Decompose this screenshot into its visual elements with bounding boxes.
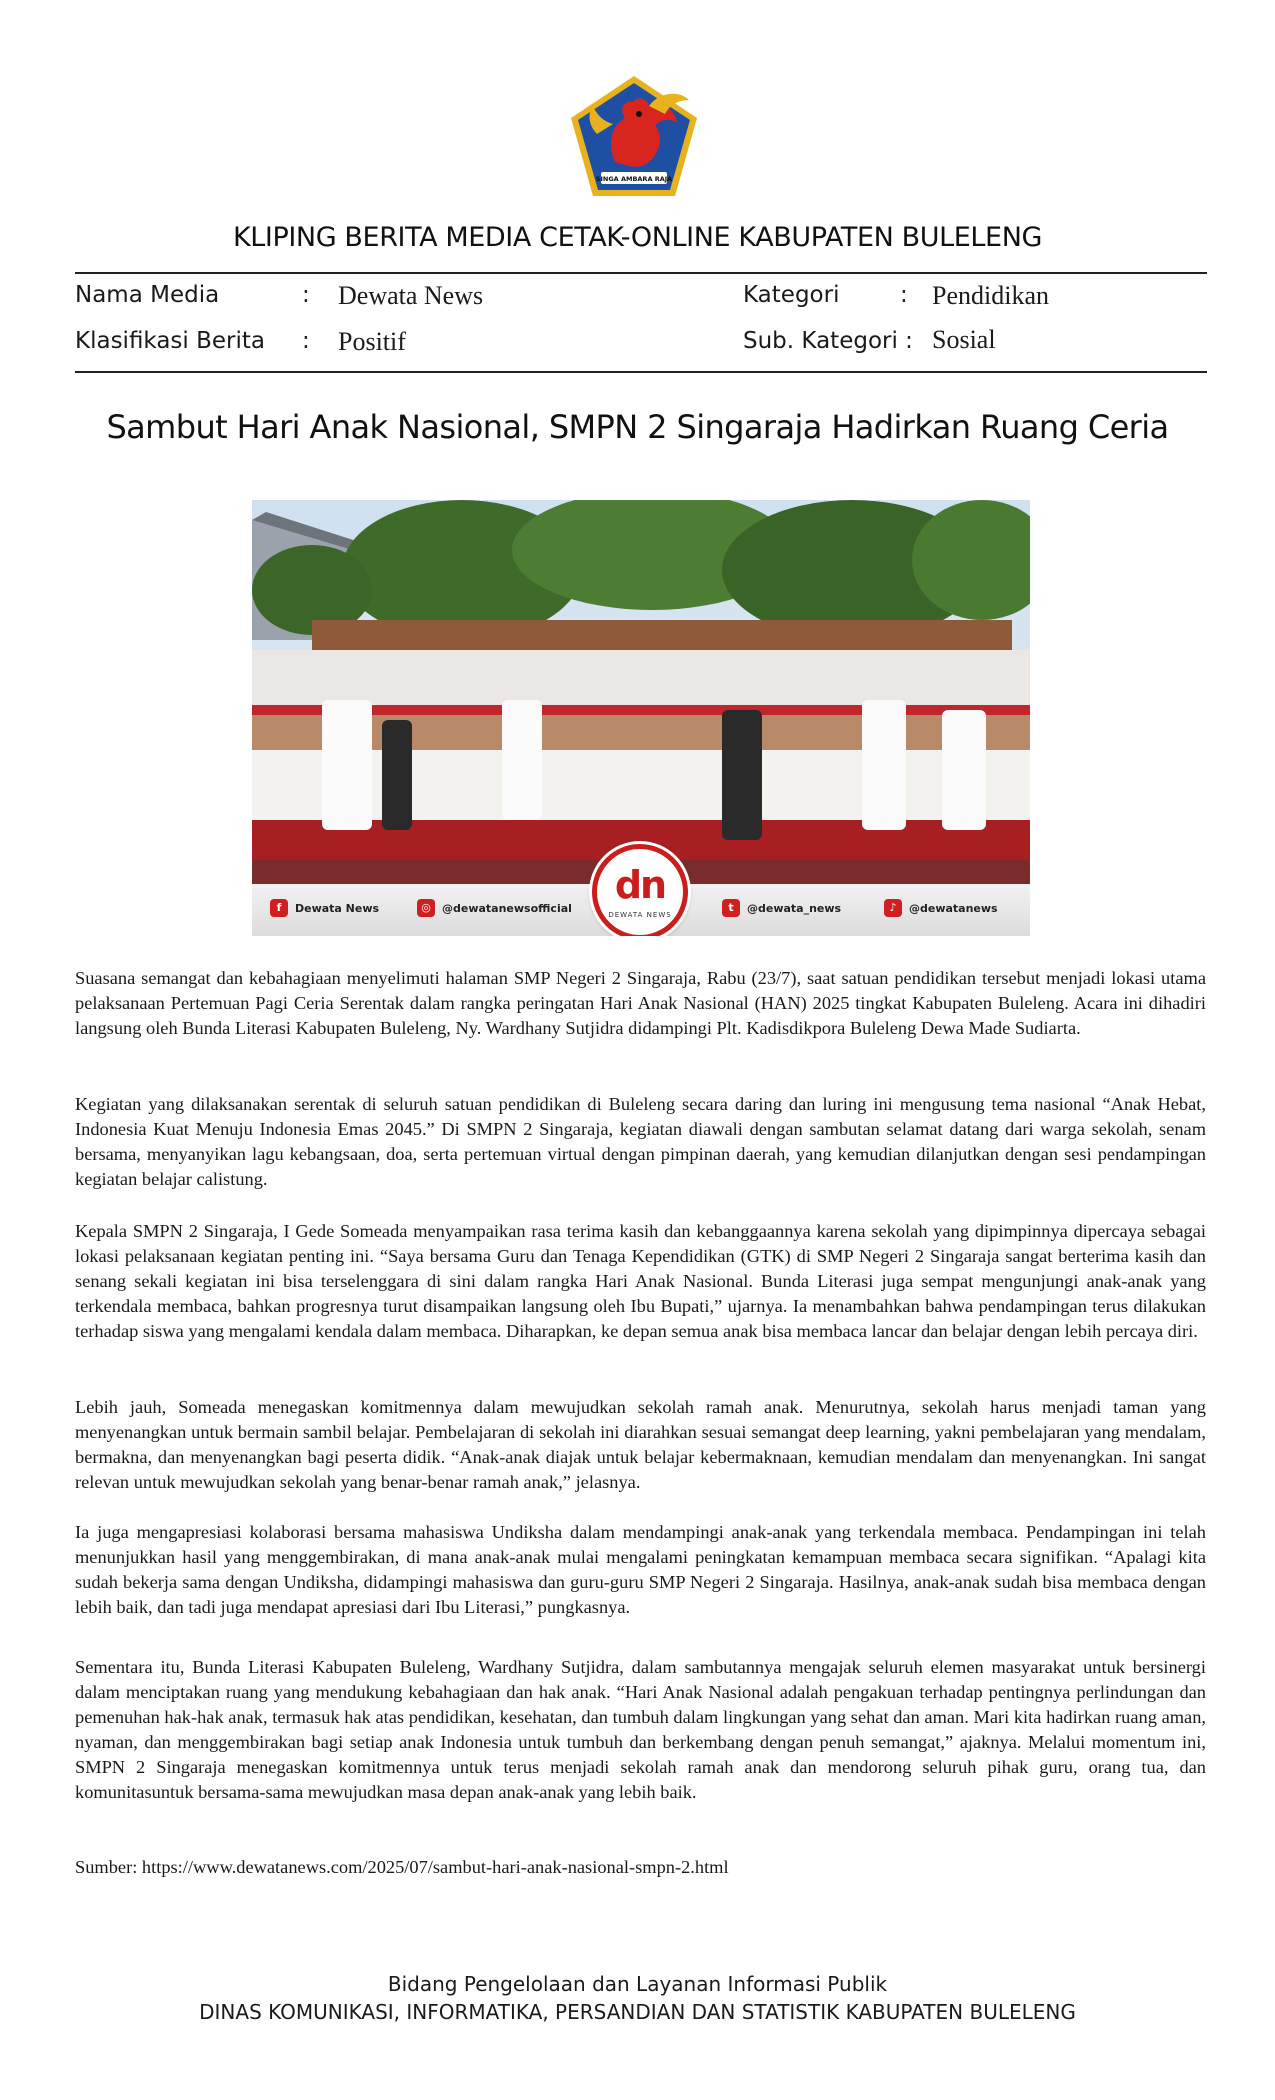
article-paragraph: Lebih jauh, Someada menegaskan komitmennya dalam mewujudkan sekolah ramah anak. Menurutnya, sekolah harus menjadi taman yang menyenangkan untuk bermain sambil belajar. Pembelajaran di sekolah ini diarahkan sesuai semangat deep learning, yakni pembelajaran yang mendalam, bermakna, dan menyenangkan bagi peserta didik. “Anak-anak diajak untuk belajar kebermaknaan, kemudian mendalam dan menyenangkan. Ini sangat relevan untuk mewujudkan sekolah yang benar-benar ramah anak,” jelasnya. xyxy=(75,1397,1206,1492)
article-paragraph: Suasana semangat dan kebahagiaan menyelimuti halaman SMP Negeri 2 Singaraja, Rabu (23/7), saat satuan pendidikan tersebut menjadi lokasi utama pelaksanaan Pertemuan Pagi Ceria Serentak dalam rangka peringatan Hari Anak Nasional (HAN) 2025 tingkat Kabupaten Buleleng. Acara ini dihadiri langsung oleh Bunda Literasi Kabupaten Buleleng, Ny. Wardhany Sutjidra didampingi Plt. Kadisdikpora Buleleng Dewa Made Sudiarta. xyxy=(75,968,1206,1038)
dewata-news-badge xyxy=(592,844,688,936)
instagram-icon: ◎ xyxy=(417,899,435,917)
article-source: Sumber: https://www.dewatanews.com/2025/07/sambut-hari-anak-nasional-smpn-2.html xyxy=(75,1857,729,1877)
media-name-colon: : xyxy=(302,282,310,308)
twitter-icon: t xyxy=(722,899,740,917)
category-label: Kategori xyxy=(743,282,840,308)
header-rule-top xyxy=(75,272,1207,274)
clipping-header-title: KLIPING BERITA MEDIA CETAK-ONLINE KABUPATEN BULELENG xyxy=(232,222,1043,253)
photo-social-twitter xyxy=(722,899,841,917)
article-paragraph: Ia juga mengapresiasi kolaborasi bersama mahasiswa Undiksha dalam mendampingi anak-anak yang terkendala membaca. Pendampingan ini telah menunjukkan hasil yang menggembirakan, di mana anak-anak mulai mengalami peningkatan kemampuan membaca secara signifikan. “Apalagi kita sudah bekerja sama dengan Undiksha, didampingi mahasiswa dan guru-guru SMP Negeri 2 Singaraja. Hasilnya, anak-anak sudah bisa membaca dengan lebih baik, dan tadi juga mendapat apresiasi dari Ibu Literasi,” pungkasnya. xyxy=(75,1522,1206,1617)
footer-agency: DINAS KOMUNIKASI, INFORMATIKA, PERSANDIAN DAN STATISTIK KABUPATEN BULELENG xyxy=(199,2000,1076,2024)
tiktok-icon: ♪ xyxy=(884,899,902,917)
category-colon: : xyxy=(900,282,908,308)
logo-text: SINGA AMBARA RAJA xyxy=(595,175,673,183)
facebook-icon: f xyxy=(270,899,288,917)
classification-label: Klasifikasi Berita xyxy=(75,328,266,354)
classification-value: Positif xyxy=(338,327,406,356)
photo-social-instagram-label: @dewatanewsofficial xyxy=(442,901,572,915)
subcategory-label: Sub. Kategori : xyxy=(743,328,913,354)
photo-social-tiktok xyxy=(884,899,998,917)
header-rule-bottom xyxy=(75,371,1207,373)
dewata-news-badge-sub: DEWATA NEWS xyxy=(608,911,672,919)
article-paragraph: Kepala SMPN 2 Singaraja, I Gede Someada menyampaikan rasa terima kasih dan kebanggaannya karena sekolah yang dipimpinnya dipercaya sebagai lokasi pelaksanaan kegiatan penting ini. “Saya bersama Guru dan Tenaga Kependidikan (GTK) di SMP Negeri 2 Singaraja sangat berterima kasih dan senang sekali kegiatan ini bisa terselenggara di sini dalam rangka Hari Anak Nasional. Bunda Literasi juga sempat mengunjungi anak-anak yang terkendala membaca, bahkan progresnya turut disampaikan langsung oleh Ibu Bupati,” ujarnya. Ia menambahkan bahwa pendampingan terus dilakukan terhadap siswa yang mengalami kendala dalam membaca. Diharapkan, ke depan semua anak bisa membaca lancar dan belajar dengan lebih percaya diri. xyxy=(75,1221,1206,1341)
article-photo xyxy=(252,500,1030,936)
regency-logo xyxy=(567,74,701,200)
media-name-label: Nama Media xyxy=(75,282,220,308)
photo-social-twitter-label: @dewata_news xyxy=(747,901,842,915)
classification-colon: : xyxy=(302,328,310,354)
photo-social-instagram xyxy=(417,899,572,917)
photo-social-tiktok-label: @dewatanews xyxy=(909,901,998,915)
singa-ambara-raja-emblem-icon xyxy=(567,74,701,200)
footer-division: Bidang Pengelolaan dan Layanan Informasi Publik xyxy=(387,1972,888,1996)
photo-social-facebook xyxy=(270,899,379,917)
article-paragraph: Sementara itu, Bunda Literasi Kabupaten Buleleng, Wardhany Sutjidra, dalam sambutannya mengajak seluruh elemen masyarakat untuk bersinergi dalam menciptakan ruang yang mendukung kebahagiaan dan hak anak. “Hari Anak Nasional adalah pengakuan terhadap pentingnya perlindungan dan pemenuhan hak-hak anak, termasuk hak atas pendidikan, kesehatan, dan tumbuh dalam lingkungan yang sehat dan aman. Mari kita hadirkan ruang aman, nyaman, dan menggembirakan bagi setiap anak Indonesia untuk tumbuh dan berkembang dengan penuh semangat,” ajaknya. Melalui momentum ini, SMPN 2 Singaraja menegaskan komitmennya untuk terus menjadi sekolah ramah anak dan mendorong seluruh pihak guru, orang tua, dan komunitasuntuk bersama-sama mewujudkan masa depan anak-anak yang lebih baik. xyxy=(75,1657,1206,1802)
category-value: Pendidikan xyxy=(932,281,1049,310)
article-title: Sambut Hari Anak Nasional, SMPN 2 Singaraja Hadirkan Ruang Ceria xyxy=(106,408,1169,446)
article-paragraph: Kegiatan yang dilaksanakan serentak di seluruh satuan pendidikan di Buleleng secara daring dan luring ini mengusung tema nasional “Anak Hebat, Indonesia Kuat Menuju Indonesia Emas 2045.” Di SMPN 2 Singaraja, kegiatan diawali dengan sambutan selamat datang dari warga sekolah, senam bersama, menyanyikan lagu kebangsaan, doa, serta pertemuan virtual dengan pimpinan daerah, yang kemudian dilanjutkan dengan sesi pendampingan kegiatan belajar calistung. xyxy=(75,1094,1206,1189)
dewata-news-badge-text: dn xyxy=(614,863,666,907)
media-name-value: Dewata News xyxy=(338,281,484,310)
subcategory-value: Sosial xyxy=(932,325,996,354)
photo-social-facebook-label: Dewata News xyxy=(295,901,380,915)
photo-social-bar xyxy=(252,863,1030,936)
